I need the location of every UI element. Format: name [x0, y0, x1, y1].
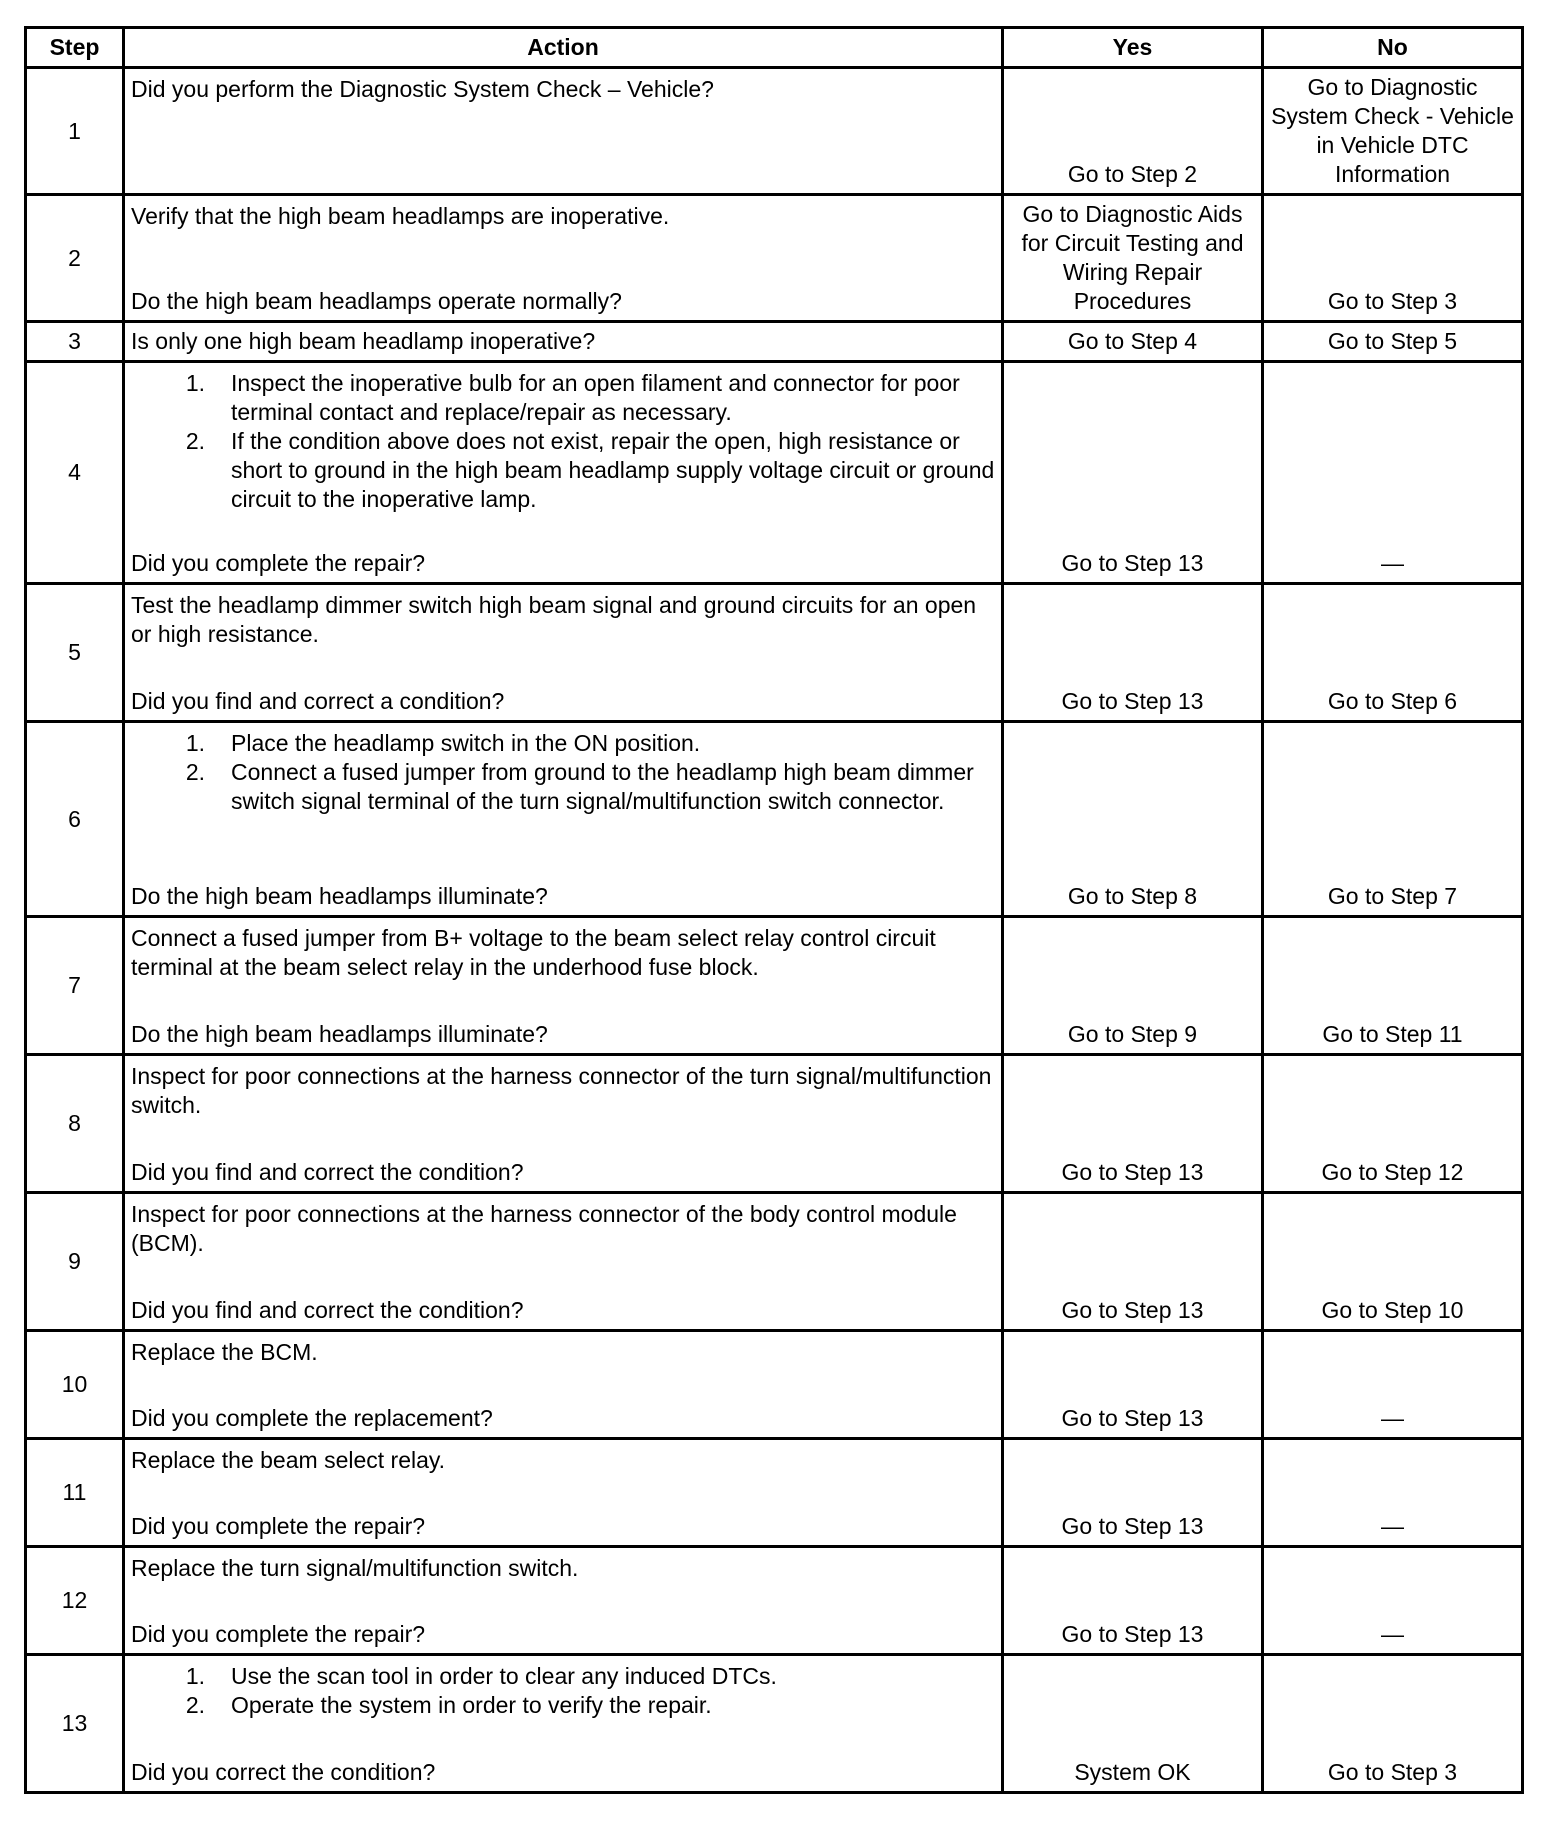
no-outcome: —	[1263, 1331, 1523, 1439]
action-question: Did you complete the repair?	[131, 1513, 426, 1539]
no-outcome: —	[1263, 1439, 1523, 1547]
action-instruction: Inspect for poor connections at the harness connector of the body control module (BCM).	[131, 1201, 957, 1256]
list-item	[131, 758, 995, 816]
list-item	[131, 1691, 995, 1720]
action-cell	[124, 322, 1003, 362]
action-instruction: Test the headlamp dimmer switch high beam signal and ground circuits for an open or high resistance.	[131, 592, 977, 647]
action-content	[131, 1554, 995, 1649]
action-cell	[124, 1547, 1003, 1655]
action-question: Did you correct the condition?	[131, 1759, 436, 1785]
step-number: 5	[26, 584, 124, 722]
action-content	[131, 924, 995, 1049]
header-row	[26, 28, 1523, 68]
action-question: Do the high beam headlamps operate normally?	[131, 288, 622, 314]
action-content	[131, 1062, 995, 1187]
no-outcome: Go to Step 7	[1263, 722, 1523, 917]
action-instruction: Inspect for poor connections at the harness connector of the turn signal/multifunction switch.	[131, 1063, 992, 1118]
yes-outcome: Go to Step 13	[1003, 1547, 1263, 1655]
list-item	[131, 427, 995, 514]
action-instruction: Replace the BCM.	[131, 1339, 318, 1365]
action-cell	[124, 195, 1003, 322]
table-row	[26, 1331, 1523, 1439]
step-number: 7	[26, 917, 124, 1055]
step-number: 4	[26, 362, 124, 584]
action-question: Did you find and correct the condition?	[131, 1297, 524, 1323]
yes-outcome: Go to Step 13	[1003, 1055, 1263, 1193]
action-steps-list	[131, 729, 995, 816]
action-cell	[124, 1439, 1003, 1547]
no-outcome: Go to Step 12	[1263, 1055, 1523, 1193]
step-number: 6	[26, 722, 124, 917]
action-content	[131, 1338, 995, 1433]
step-number: 12	[26, 1547, 124, 1655]
action-cell	[124, 722, 1003, 917]
table-row	[26, 722, 1523, 917]
list-item-text: Place the headlamp switch in the ON position.	[231, 730, 701, 756]
yes-outcome: Go to Step 13	[1003, 1193, 1263, 1331]
action-cell	[124, 1193, 1003, 1331]
action-content	[131, 369, 995, 578]
action-content	[131, 75, 995, 189]
yes-outcome: Go to Step 13	[1003, 1331, 1263, 1439]
no-outcome: Go to Step 3	[1263, 1655, 1523, 1793]
action-cell	[124, 1331, 1003, 1439]
header-step: Step	[26, 28, 124, 68]
yes-outcome: Go to Step 13	[1003, 584, 1263, 722]
step-number: 3	[26, 322, 124, 362]
no-outcome: —	[1263, 362, 1523, 584]
list-item-number: 1.	[185, 730, 205, 756]
step-number: 2	[26, 195, 124, 322]
header-action: Action	[124, 28, 1003, 68]
diagnostic-table-container	[24, 26, 1524, 1794]
table-row	[26, 322, 1523, 362]
action-question: Do the high beam headlamps illuminate?	[131, 883, 548, 909]
table-row	[26, 1547, 1523, 1655]
action-steps-list	[131, 1662, 995, 1720]
action-question: Did you complete the repair?	[131, 1621, 426, 1647]
table-row	[26, 584, 1523, 722]
table-row	[26, 362, 1523, 584]
table-row	[26, 1193, 1523, 1331]
yes-outcome: Go to Step 4	[1003, 322, 1263, 362]
action-question: Did you complete the repair?	[131, 550, 426, 576]
action-content	[131, 1662, 995, 1787]
action-instruction: Verify that the high beam headlamps are inoperative.	[131, 203, 670, 229]
list-item-text: Operate the system in order to verify the repair.	[231, 1692, 712, 1718]
no-outcome: Go to Step 3	[1263, 195, 1523, 322]
action-question: Did you find and correct a condition?	[131, 688, 505, 714]
no-outcome: Go to Step 5	[1263, 322, 1523, 362]
yes-outcome: Go to Step 2	[1003, 68, 1263, 195]
list-item-text: Connect a fused jumper from ground to the headlamp high beam dimmer switch signal terminal of the turn signal/multifunction switch connector.	[231, 759, 974, 814]
action-cell	[124, 1655, 1003, 1793]
table-row	[26, 1439, 1523, 1547]
action-content	[131, 1446, 995, 1541]
step-number: 10	[26, 1331, 124, 1439]
action-content	[131, 729, 995, 911]
list-item-number: 1.	[185, 1663, 205, 1689]
no-outcome: Go to Step 11	[1263, 917, 1523, 1055]
list-item-number: 1.	[185, 370, 205, 396]
table-row	[26, 195, 1523, 322]
list-item	[131, 729, 995, 758]
no-outcome: Go to Diagnostic System Check - Vehicle in Vehicle DTC Information	[1263, 68, 1523, 195]
action-cell	[124, 584, 1003, 722]
action-steps-list	[131, 369, 995, 514]
list-item	[131, 1662, 995, 1691]
table-row	[26, 1055, 1523, 1193]
list-item-text: If the condition above does not exist, repair the open, high resistance or short to ground in the high beam headlamp supply voltage circuit or ground circuit to the inoperative lamp.	[231, 428, 995, 512]
action-question: Do the high beam headlamps illuminate?	[131, 1021, 548, 1047]
action-cell	[124, 68, 1003, 195]
header-no: No	[1263, 28, 1523, 68]
action-question: Did you complete the replacement?	[131, 1405, 493, 1431]
list-item-text: Use the scan tool in order to clear any induced DTCs.	[231, 1663, 777, 1689]
action-content	[131, 202, 995, 316]
yes-outcome: Go to Step 13	[1003, 362, 1263, 584]
step-number: 1	[26, 68, 124, 195]
action-instruction: Replace the beam select relay.	[131, 1447, 446, 1473]
step-number: 13	[26, 1655, 124, 1793]
no-outcome: Go to Step 6	[1263, 584, 1523, 722]
action-content	[131, 591, 995, 716]
step-number: 8	[26, 1055, 124, 1193]
action-cell	[124, 917, 1003, 1055]
diagnostic-table	[24, 26, 1524, 1794]
header-yes: Yes	[1003, 28, 1263, 68]
action-instruction: Connect a fused jumper from B+ voltage to the beam select relay control circuit terminal at the beam select relay in the underhood fuse block.	[131, 925, 936, 980]
action-content	[131, 1200, 995, 1325]
no-outcome: —	[1263, 1547, 1523, 1655]
list-item-number: 2.	[185, 1692, 205, 1718]
action-cell	[124, 1055, 1003, 1193]
yes-outcome: Go to Step 9	[1003, 917, 1263, 1055]
step-number: 11	[26, 1439, 124, 1547]
step-number: 9	[26, 1193, 124, 1331]
table-row	[26, 1655, 1523, 1793]
yes-outcome: Go to Diagnostic Aids for Circuit Testing and Wiring Repair Procedures	[1003, 195, 1263, 322]
list-item	[131, 369, 995, 427]
list-item-number: 2.	[185, 759, 205, 785]
yes-outcome: Go to Step 8	[1003, 722, 1263, 917]
action-cell	[124, 362, 1003, 584]
no-outcome: Go to Step 10	[1263, 1193, 1523, 1331]
yes-outcome: System OK	[1003, 1655, 1263, 1793]
action-instruction: Replace the turn signal/multifunction switch.	[131, 1555, 579, 1581]
list-item-number: 2.	[185, 428, 205, 454]
yes-outcome: Go to Step 13	[1003, 1439, 1263, 1547]
table-body	[26, 68, 1523, 1793]
action-question: Did you perform the Diagnostic System Check – Vehicle?	[131, 76, 714, 102]
action-question: Is only one high beam headlamp inoperative?	[131, 328, 596, 354]
table-row	[26, 917, 1523, 1055]
table-row	[26, 68, 1523, 195]
action-content	[131, 325, 995, 358]
list-item-text: Inspect the inoperative bulb for an open filament and connector for poor terminal contact and replace/repair as necessary.	[231, 370, 960, 425]
action-question: Did you find and correct the condition?	[131, 1159, 524, 1185]
